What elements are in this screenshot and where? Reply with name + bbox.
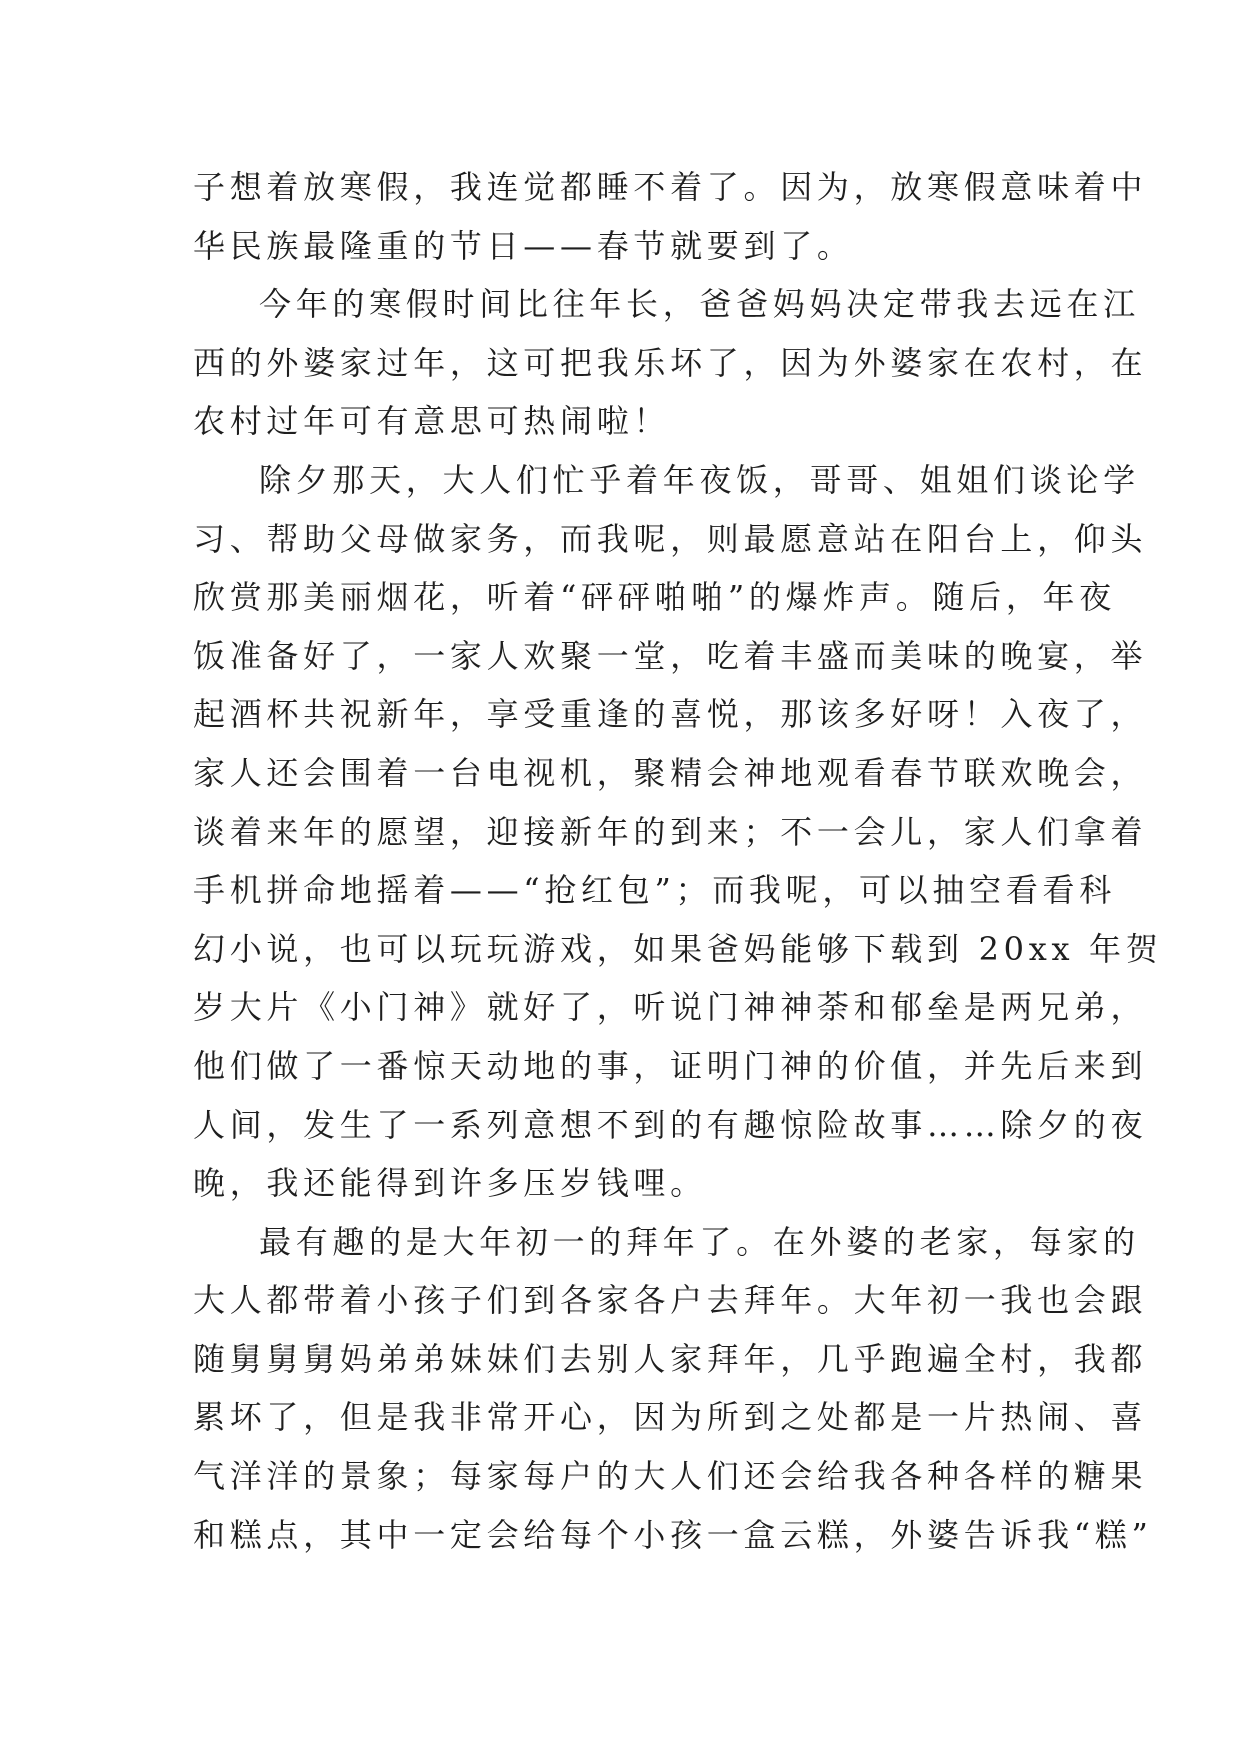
text-line: 西的外婆家过年，这可把我乐坏了，因为外婆家在农村，在 bbox=[193, 343, 1148, 382]
text-line: 子想着放寒假，我连觉都睡不着了。因为，放寒假意味着中 bbox=[193, 168, 1148, 206]
text-line: 家人还会围着一台电视机，聚精会神地观看春节联欢晚会， bbox=[193, 753, 1148, 792]
text-line: 随舅舅舅妈弟弟妹妹们去别人家拜年，几乎跑遍全村，我都 bbox=[193, 1339, 1148, 1378]
text-line: 气洋洋的景象；每家每户的大人们还会给我各种各样的糖果 bbox=[193, 1457, 1148, 1496]
text-line: 人间，发生了一系列意想不到的有趣惊险故事……除夕的夜 bbox=[193, 1105, 1148, 1144]
essay-body bbox=[193, 158, 1163, 1564]
text-line: 华民族最隆重的节日——春节就要到了。 bbox=[193, 226, 854, 265]
text-line: 岁大片《小门神》就好了，听说门神神荼和郁垒是两兄弟， bbox=[193, 988, 1148, 1027]
text-line: 累坏了，但是我非常开心，因为所到之处都是一片热闹、喜 bbox=[193, 1398, 1148, 1437]
text-line: 幻小说，也可以玩玩游戏，如果爸妈能够下载到 20xx 年贺 bbox=[193, 929, 1163, 968]
text-line: 和糕点，其中一定会给每个小孩一盒云糕，外婆告诉我“糕” bbox=[193, 1515, 1153, 1554]
text-line: 习、帮助父母做家务，而我呢，则最愿意站在阳台上，仰头 bbox=[193, 519, 1148, 558]
text-line: 饭准备好了，一家人欢聚一堂，吃着丰盛而美味的晚宴，举 bbox=[193, 636, 1148, 675]
text-line: 手机拼命地摇着——“抢红包”；而我呢，可以抽空看看科 bbox=[193, 871, 1116, 910]
paragraph-first-line: 除夕那天，大人们忙乎着年夜饭，哥哥、姐姐们谈论学 bbox=[259, 460, 1140, 499]
text-line: 晚，我还能得到许多压岁钱哩。 bbox=[193, 1164, 707, 1203]
paragraph-first-line: 最有趣的是大年初一的拜年了。在外婆的老家，每家的 bbox=[259, 1222, 1140, 1261]
text-line: 谈着来年的愿望，迎接新年的到来；不一会儿，家人们拿着 bbox=[193, 812, 1148, 851]
paragraph-first-line: 今年的寒假时间比往年长，爸爸妈妈决定带我去远在江 bbox=[259, 285, 1140, 324]
text-line: 欣赏那美丽烟花，听着“砰砰啪啪”的爆炸声。随后，年夜 bbox=[193, 578, 1116, 617]
text-line: 起酒杯共祝新年，享受重逢的喜悦，那该多好呀！入夜了， bbox=[193, 695, 1148, 734]
text-line: 农村过年可有意思可热闹啦！ bbox=[193, 402, 671, 441]
text-line: 他们做了一番惊天动地的事，证明门神的价值，并先后来到 bbox=[193, 1046, 1148, 1085]
text-line: 大人都带着小孩子们到各家各户去拜年。大年初一我也会跟 bbox=[193, 1281, 1148, 1320]
